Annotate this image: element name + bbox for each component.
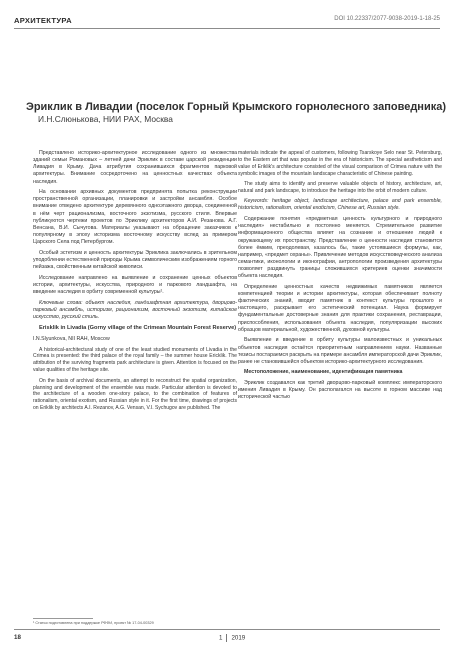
- abstract-paragraph: Представлено историко-архитектурное исследование одного из множества зданий семьи Романовых – летней дачи Эриклик в составе царской резиденции Ливадия в Крыму. Дача атрибутия сохранившихся фрагментов парковой архитектуры. Внимание сосредоточено на ценностных качествах объекта наследия.: [33, 150, 237, 185]
- article-title: Эриклик в Ливадии (поселок Горный Крымского горнолесного заповедника): [26, 101, 446, 113]
- body-paragraph: Эриклик создавался как третий дворцово-парковый комплекс императорского имения Ливадия в Крыму. Он располагался на высоте в горном массиве над исторической частью: [238, 380, 442, 401]
- english-paragraph: The study aims to identify and preserve valuable objects of history, architecture, art, natural and park landscape, to introduce the heritage into the orbit of modern culture.: [238, 181, 442, 194]
- english-paragraph: materials indicate the appeal of customers, following Tsarskoye Selo near St. Petersburg, to the Eastern art that was popular in the era of historicism. The special aestheticism and value of Eriklik's architecture consisted of the visual comparison of Crimea nature with the symbolic images of the mountain landscape characteristic of Chinese painting.: [238, 150, 442, 177]
- keywords-text: объект наследия, ландшафтная архитектура, дворцово-парковый ансамбль, историзм, рационализм, восточный экзотизм, китайское искусство, русский стиль.: [33, 299, 237, 320]
- keywords-label: Ключевые слова:: [39, 299, 83, 306]
- keywords-ru: [33, 300, 237, 321]
- english-abstract: [33, 347, 237, 412]
- english-abstract-continued: [238, 150, 442, 195]
- abstract-paragraph: На основании архивных документов предпринята попытка реконструкции пространственной организации, планировки и застройки ансамбля. Особое внимание отведено архитектуре деревянного одноэтажного дворца, соединенной в нём черт рационализма, восточного экзотизма, русского стиля. Впервые публикуются чертежи проектов по Эриклику архитекторов А.И. Резанова. А.Г. Венсана, В.И. Сычугова. Материалы указывают на обращение заказчиков к популярному в эпоху историзма восточному искусству вслед за примером Царского Села под Петербургом.: [33, 189, 237, 246]
- abstract-paragraph: Особый эстетизм и ценность архитектуры Эриклика заключались в зрительном уподоблении естественной природы Крыма символическим изображениям горного пейзажа, свойственным китайской живописи.: [33, 249, 237, 271]
- keywords-label: Keywords:: [244, 198, 269, 205]
- header-rule: [14, 28, 440, 29]
- english-paragraph: On the basis of archival documents, an attempt to reconstruct the spatial organization, planning and development of the ensemble was made. Particular attention is devoted to the architecture of a wooden one-story palace, to the combination of features of rationalism, oriental exotism, and Russian style in it. For the first time, drawings of projects on Eriklik by architects A.I. Rezanov, A.G. Vensan, V.I. Sychugov are published. The: [33, 377, 237, 412]
- issue-number: 1: [219, 634, 223, 642]
- section-heading: Местоположение, наименование, идентификация памятника: [244, 369, 403, 376]
- footnote: ¹ Статья подготовлена при поддержке РФФИ, проект № 17-04-00329: [33, 621, 154, 625]
- issue-year: 2019: [231, 634, 246, 642]
- english-title: Erisklik in Livadia (Gorny village of the Crimean Mountain Forest Reserve): [39, 324, 237, 331]
- english-authors: I.N.Slyunkova, NII RAH, Moscow: [33, 335, 110, 342]
- footnote-rule: [33, 618, 93, 619]
- body-paragraph: Выявление и введение в орбиту культуры малоизвестных и уникальных объектов наследия остаётся приоритетным направлением науки. Названные тезисы постараемся раскрыть на примере ансамбля императорской дачи Эриклик, ранее не становившейся объектом историко-архитектурного исследования.: [238, 337, 442, 365]
- article-authors: И.Н.Слюнькова, НИИ РАХ, Москва: [38, 114, 173, 124]
- footer-rule: [14, 629, 440, 630]
- abstract-paragraph: Исследование направлено на выявление и сохранение ценных объектов истории, архитектуры, искусства, природного и паркового ландшафта, на введение наследия в орбиту современной культуры¹.: [33, 274, 237, 296]
- left-column: [33, 150, 237, 416]
- body-paragraph: Определение ценностных качеств недвижимых памятников является компетенцией теории и истории архитектуры, которая обеспечивает полноту фактических знаний, вводит памятник в контекст культуры прошлого и настоящего, раскрывает его эстетический потенциал. Наука формирует фундаментальные достоверные знания для практики сохранения, реставрации, приспособления, использования объекта наследия, популяризации высоких образцов материальной, художественной, духовной культуры.: [238, 283, 442, 333]
- body-paragraph: Содержание понятия «предметная ценность культурного и природного наследия» нестабильно и постоянно меняется. Стремительное развитие информационного общества влияет на сознание и отношение людей к окружающему их пространству. Представление о ценности наследия становится более ёмким, преодолевая, казалось бы, такие устоявшиеся формулы, как, например, «предмет охраны». Привлечение методов искусствоведческого анализа семантики, иконологии и иконографии, антропологии произведения архитектуры позволяет раздвинуть границы сложившихся критериев оценки значимости объекта наследия.: [238, 216, 442, 280]
- right-column: [238, 150, 442, 405]
- keywords-en: [238, 198, 442, 212]
- page-number: 18: [14, 634, 21, 641]
- issue-info: [219, 634, 245, 642]
- divider: [226, 634, 227, 642]
- section-title: АРХИТЕКТУРА: [14, 16, 72, 25]
- doi[interactable]: DOI 10.22337/2077-9038-2019-1-18-25: [334, 16, 440, 22]
- english-paragraph: A historical-architectural study of one of the least studied monuments of Livadia in the Crimea is presented: the third palace of the royal family – the summer house Ericklik. The attribution of the surviving fragments park architecture is given. Attention is focused on the value qualities of the heritage site.: [33, 346, 237, 374]
- keywords-text: heritage object, landscape architecture, palace and park ensemble, historicism, rationalism, oriental exoticism, Chinese art, Russian style.: [238, 198, 442, 212]
